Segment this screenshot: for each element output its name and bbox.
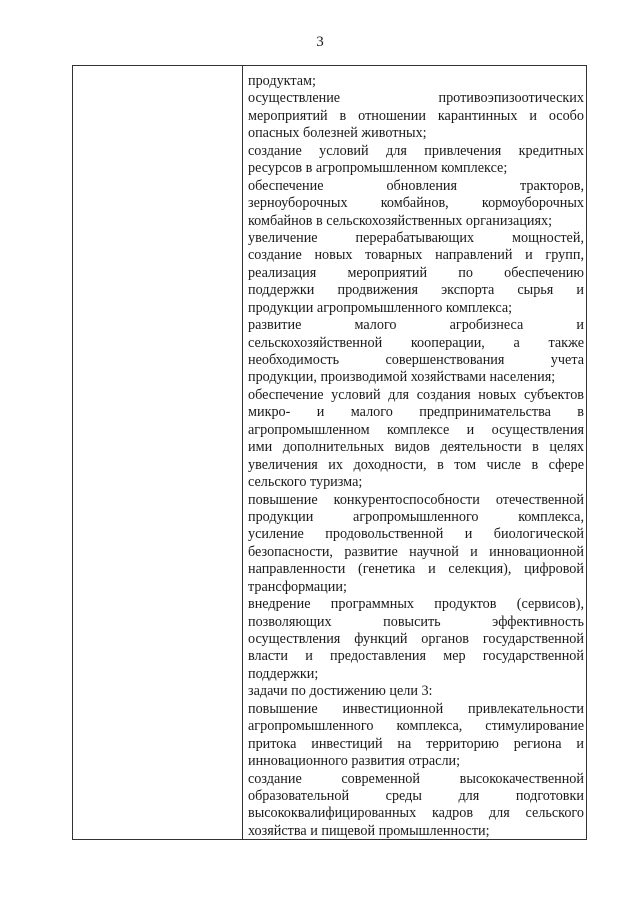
text-line: осуществления функций органов государственной: [248, 631, 584, 647]
text-line: увеличения их доходности, в том числе в сфере: [248, 456, 584, 473]
text-line: образовательной среды для подготовки: [248, 787, 584, 804]
text-line: опасных болезней животных;: [248, 125, 427, 142]
text-line: хозяйства и пищевой промышленности;: [248, 822, 490, 839]
text-line: поддержки продвижения экспорта сырья и: [248, 282, 584, 299]
text-line: сельского туризма;: [248, 474, 363, 491]
text-line: ими дополнительных видов деятельности в целях: [248, 439, 584, 456]
text-line: притока инвестиций на территорию региона и: [248, 735, 584, 752]
text-line: трансформации;: [248, 578, 347, 595]
text-line: направленности (генетика и селекция), цифровой: [248, 561, 584, 578]
text-line: необходимость совершенствования учета: [248, 352, 584, 368]
task-list-text: [248, 73, 584, 840]
text-line: внедрение программных продуктов (сервисов),: [248, 596, 584, 613]
text-line: безопасности, развитие научной и инновационной: [248, 543, 584, 560]
text-line: усиление продовольственной и биологической: [248, 526, 584, 543]
text-line: повышение инвестиционной привлекательности: [248, 700, 584, 717]
text-line: продукции агропромышленного комплекса;: [248, 299, 513, 316]
text-line: комбайнов в сельскохозяйственных организациях;: [248, 212, 553, 229]
text-line: инновационного развития отрасли;: [248, 753, 461, 770]
text-line: обеспечение обновления тракторов,: [248, 177, 584, 194]
page-number: 3: [316, 34, 324, 50]
text-line: продукции агропромышленного комплекса,: [248, 508, 584, 525]
text-line: повышение конкурентоспособности отечественной: [248, 491, 584, 508]
text-line: продуктам;: [248, 73, 316, 89]
text-line: осуществление противоэпизоотических: [248, 90, 584, 107]
text-line: создание условий для привлечения кредитных: [248, 142, 584, 159]
document-table: [72, 65, 587, 840]
text-line: реализация мероприятий по обеспечению: [248, 264, 584, 281]
text-line: агропромышленного комплекса, стимулирование: [248, 718, 584, 735]
text-line: микро- и малого предпринимательства в: [248, 404, 584, 421]
text-line: развитие малого агробизнеса и: [248, 317, 584, 334]
text-line: обеспечение условий для создания новых субъектов: [248, 386, 584, 403]
text-line: высококвалифицированных кадров для сельского: [248, 805, 584, 822]
text-line: власти и предоставления мер государственной: [248, 648, 584, 665]
table-right-cell: [243, 66, 586, 839]
text-line: сельскохозяйственной кооперации, а также: [248, 334, 584, 351]
text-line: агропромышленном комплексе и осуществления: [248, 421, 584, 438]
text-line: зерноуборочных комбайнов, кормоуборочных: [248, 195, 584, 212]
text-line: ресурсов в агропромышленном комплексе;: [248, 160, 508, 177]
text-line: создание новых товарных направлений и групп,: [248, 247, 584, 264]
text-line: создание современной высококачественной: [248, 770, 584, 787]
text-line: продукции, производимой хозяйствами населения;: [248, 369, 556, 386]
text-line: позволяющих повысить эффективность: [248, 613, 584, 630]
table-left-cell: [73, 66, 243, 839]
text-line: поддержки;: [248, 665, 319, 682]
text-line: увеличение перерабатывающих мощностей,: [248, 229, 584, 246]
text-line: задачи по достижению цели 3:: [248, 683, 433, 700]
text-line: мероприятий в отношении карантинных и особо: [248, 107, 584, 124]
